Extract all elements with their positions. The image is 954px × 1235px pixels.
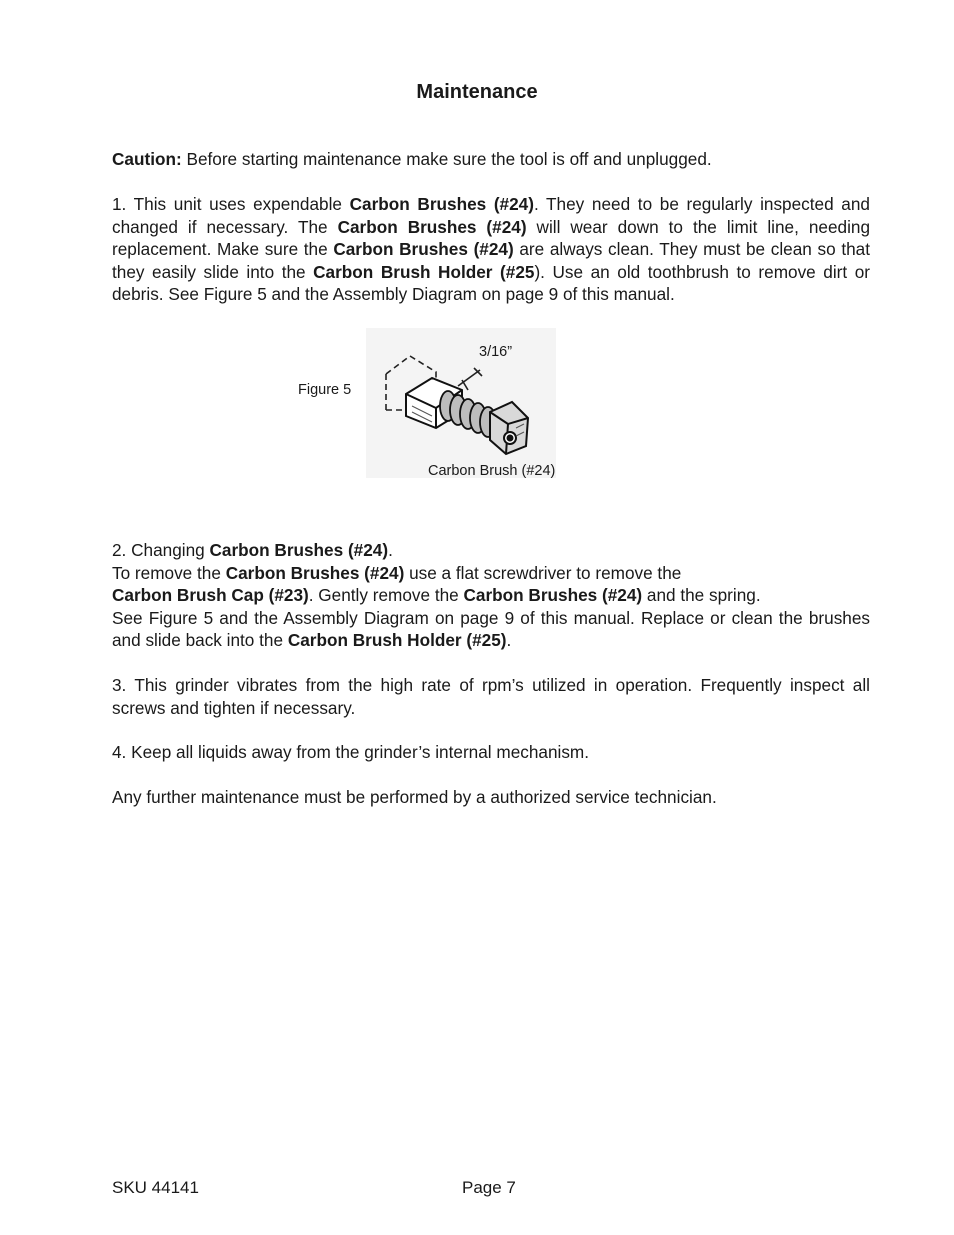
item2-bold-2: Carbon Brushes (#24): [225, 562, 405, 583]
figure-caption: Carbon Brush (#24): [428, 463, 556, 479]
item1-text-1: 1. This unit uses expendable: [112, 194, 350, 214]
page-title: Maintenance: [416, 81, 538, 103]
item2-text-1: 2. Changing: [112, 540, 210, 560]
item2-line-2: [112, 562, 870, 585]
caution-paragraph: [112, 148, 870, 171]
maintenance-item-2: [112, 539, 870, 652]
carbon-brush-illustration: [366, 328, 556, 478]
item2-text-8: .: [506, 630, 512, 650]
item2-line-3: [112, 584, 870, 607]
item2-line-4: [112, 607, 870, 652]
item2-text-6: and the spring.: [642, 585, 761, 605]
item1-bold-2: Carbon Brushes (#24): [337, 216, 527, 237]
item1-text-5: ). Use an old toothbrush to remove dirt or debris. See Figure 5 and the Assembly Diagram on page 9 of this manual.: [112, 261, 870, 304]
item1-bold-1: Carbon Brushes (#24): [349, 194, 534, 214]
maintenance-item-1: [112, 193, 870, 306]
maintenance-item-4: 4. Keep all liquids away from the grinder’s internal mechanism.: [112, 742, 590, 762]
item1-bold-4: Carbon Brush Holder (#25: [313, 261, 535, 282]
dimension-label: 3/16”: [479, 344, 513, 360]
item2-bold-1: Carbon Brushes (#24): [209, 540, 389, 560]
item1-text-3: will wear down to the limit line, needing replacement. Make sure the: [112, 216, 871, 259]
item1-text-4: are always clean. They must be clean so that they easily slide into the: [112, 239, 870, 282]
item2-bold-4: Carbon Brushes (#24): [463, 585, 643, 605]
item2-line-1: [112, 539, 870, 562]
item2-text-3: To remove the: [112, 562, 226, 583]
sku-footer: SKU 44141: [112, 1178, 199, 1197]
figure-label: Figure 5: [298, 382, 352, 398]
item1-text-2: . They need to be regularly inspected and changed if necessary. The: [112, 194, 870, 237]
item2-text-4: use a flat screwdriver to remove the: [404, 562, 682, 583]
item2-bold-3: Carbon Brush Cap (#23): [112, 585, 309, 605]
caution-label: Caution:: [112, 149, 182, 169]
caution-text: Before starting maintenance make sure the tool is off and unplugged.: [181, 149, 712, 169]
item2-text-2: .: [388, 540, 393, 560]
item2-bold-5: Carbon Brush Holder (#25): [287, 630, 507, 650]
item2-text-7: See Figure 5 and the Assembly Diagram on page 9 of this manual. Replace or clean the brushes and slide back into the: [112, 607, 870, 650]
maintenance-item-3: 3. This grinder vibrates from the high rate of rpm’s utilized in operation. Frequently inspect all screws and tighten if necessary.: [112, 675, 870, 718]
service-note: Any further maintenance must be performed by a authorized service technician.: [112, 787, 717, 807]
item2-text-5: . Gently remove the: [308, 585, 464, 605]
item1-bold-3: Carbon Brushes (#24): [333, 239, 514, 259]
page-number: Page 7: [462, 1178, 516, 1197]
